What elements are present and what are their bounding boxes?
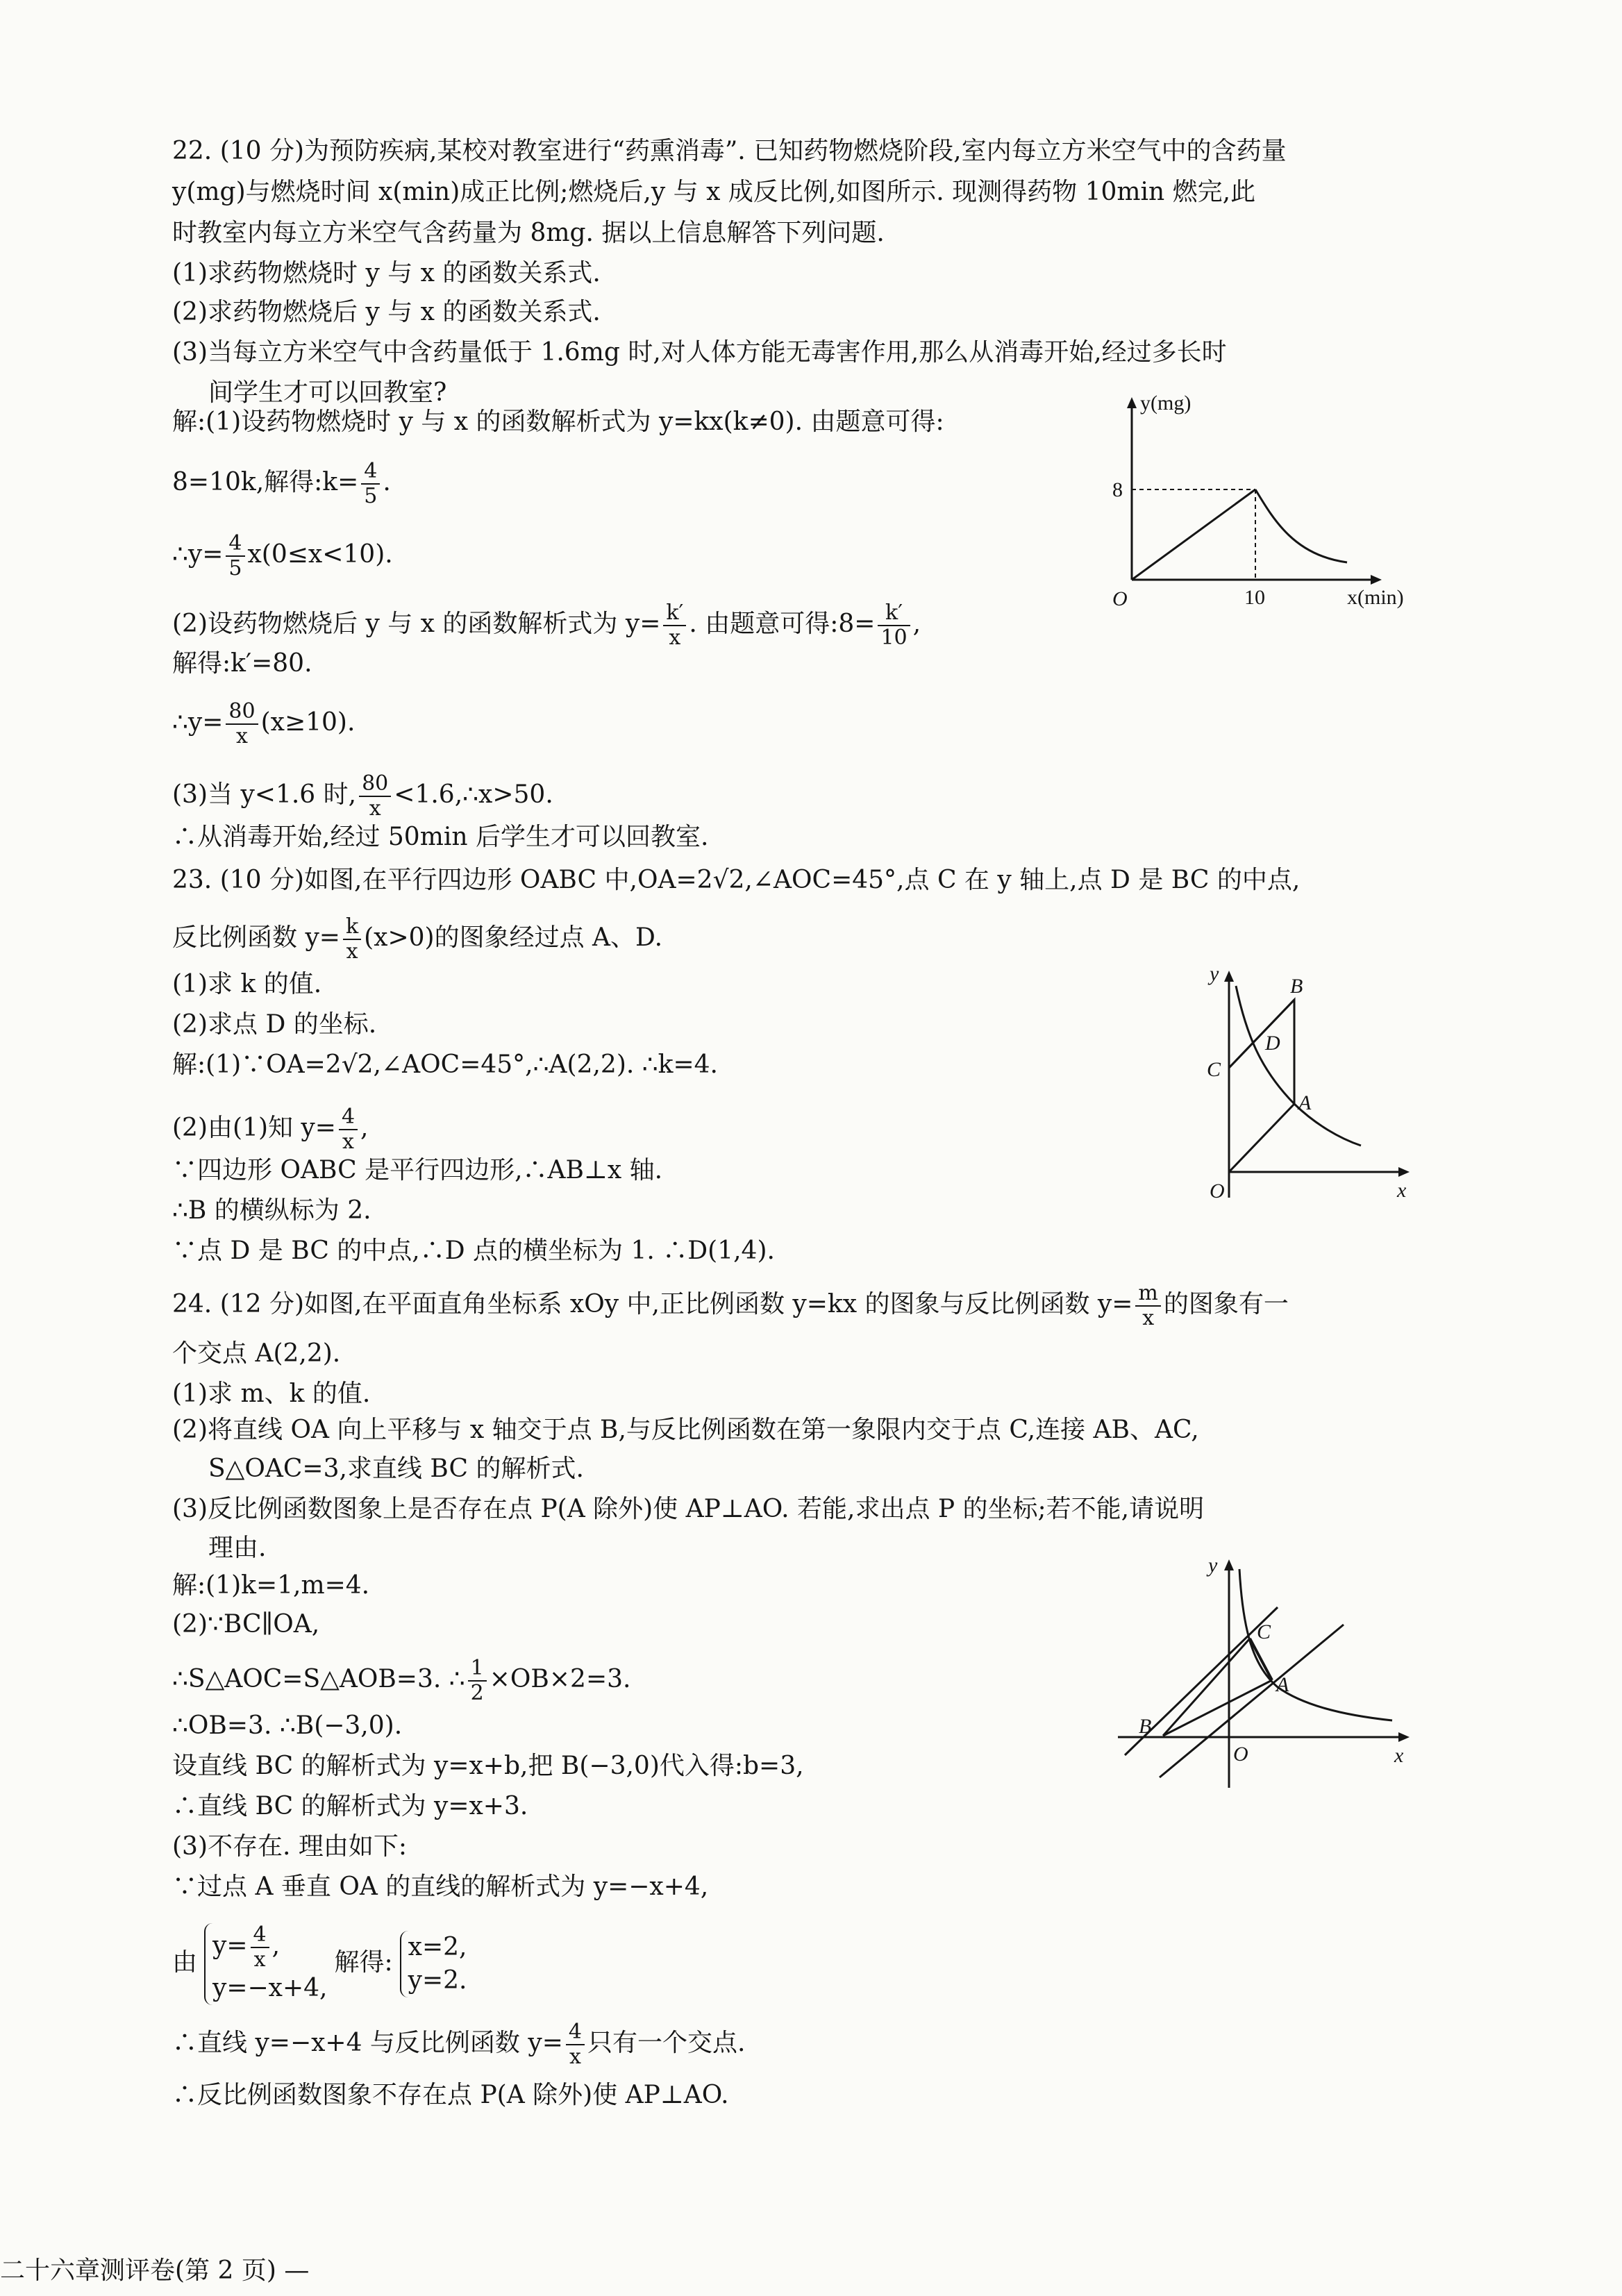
point-b-label: B [1290,975,1303,998]
fraction: $\frac{4}{x}$ [251,1923,269,1972]
fraction: $\frac{m}{x}$ [1135,1282,1160,1330]
point-o-label: O [1210,1180,1225,1203]
q23-sol-5: ∵点 D 是 BC 的中点,∴D 点的横坐标为 1. ∴D(1,4). [172,1237,775,1265]
q23-graph [1194,958,1423,1208]
point-o-label: O [1233,1743,1248,1766]
q22-part-1: (1)求药物燃烧时 y 与 x 的函数关系式. [172,259,601,287]
point-a-label: A [1276,1673,1289,1696]
q22-sol-7: (3)当 y<1.6 时, $\frac{80}{x}$ <1.6,∴x>50. [172,771,553,821]
q22-line-2: y(mg)与燃烧时间 x(min)成正比例;燃烧后,y 与 x 成反比例,如图所示. 现测得药物 10min 燃完,此 [172,178,1256,206]
x-axis-arrow-icon [1398,1732,1410,1742]
fraction: $\frac{4}{5}$ [226,532,244,580]
q22-line-3: 时教室内每立方米空气含药量为 8mg. 据以上信息解答下列问题. [172,219,885,247]
burning-line [1132,489,1255,580]
q24-part-2a: (2)将直线 OA 向上平移与 x 轴交于点 B,与反比例函数在第一象限内交于点 C,连接 AB、AC, [172,1416,1199,1444]
q24-part-1: (1)求 m、k 的值. [172,1380,371,1408]
equation-system: y= $\frac{4}{x}$ , y=−x+4, [204,1923,327,2005]
q23-line-2: 反比例函数 y= $\frac{k}{x}$ (x>0)的图象经过点 A、D. [172,914,663,964]
hidden-guide [1125,1602,1371,1754]
solution-system: x=2, y=2. [400,1931,467,1997]
q24-part-3b: 理由. [208,1534,267,1562]
fraction: $\frac{k'}{x}$ [663,601,686,650]
q24-sol-9-system: 由 y= $\frac{4}{x}$ , y=−x+4, 解得: x=2, y=2. [172,1923,474,2005]
point-a-label: A [1298,1091,1312,1114]
q24-sol-7: (3)不存在. 理由如下: [172,1832,408,1861]
q24-sol-6: ∴直线 BC 的解析式为 y=x+3. [172,1792,528,1820]
q23-sol-3: ∵四边形 OABC 是平行四边形,∴AB⊥x 轴. [172,1156,663,1184]
x-axis-label: x [1397,1179,1407,1202]
q22-part-2: (2)求药物燃烧后 y 与 x 的函数关系式. [172,298,601,326]
q22-sol-8: ∴从消毒开始,经过 50min 后学生才可以回教室. [172,823,709,851]
q24-graph [1111,1548,1416,1798]
q24-sol-3: ∴S△AOC=S△AOB=3. ∴ $\frac{1}{2}$ ×OB×2=3. [172,1656,631,1705]
q22-line-1: 22. (10 分)为预防疾病,某校对教室进行“药熏消毒”. 已知药物燃烧阶段,室内每立方米空气中的含药量 [172,137,1287,165]
fraction: $\frac{4}{5}$ [361,460,380,508]
y-axis-label: y [1210,962,1219,985]
q22-sol-5: 解得:k′=80. [172,649,312,678]
q22-sol-4: (2)设药物燃烧后 y 与 x 的函数解析式为 y= $\frac{k'}{x}$ . 由题意可得:8= $\frac{k'}{10}$ , [172,601,921,650]
q23-part-1: (1)求 k 的值. [172,970,322,998]
page-footer: 二十六章测评卷(第 2 页) — [0,2256,310,2285]
q24-line-2: 个交点 A(2,2). [172,1339,341,1368]
q23-line-1: 23. (10 分)如图,在平行四边形 OABC 中,OA=2√2,∠AOC=45°,点 C 在 y 轴上,点 D 是 BC 的中点, [172,866,1301,894]
hyperbola-curve [1239,1569,1392,1720]
segment-ab [1163,1639,1250,1736]
y-axis-arrow-icon [1224,971,1234,982]
point-c-label: C [1207,1058,1221,1081]
segment-bc-join [1163,1680,1272,1736]
q24-sol-8: ∵过点 A 垂直 OA 的直线的解析式为 y=−x+4, [172,1872,709,1901]
fraction: $\frac{4}{x}$ [566,2020,585,2069]
q24-sol-10: ∴直线 y=−x+4 与反比例函数 y= $\frac{4}{x}$ 只有一个交点. [172,2020,746,2069]
y-axis-label: y [1208,1554,1218,1577]
fraction: $\frac{4}{x}$ [339,1105,358,1154]
q22-sol-6: ∴y= $\frac{80}{x}$ (x≥10). [172,699,356,748]
y-tick-label: 8 [1112,478,1123,501]
decay-curve [1255,489,1347,562]
segment-cb [1229,1000,1294,1068]
q24-sol-4: ∴OB=3. ∴B(−3,0). [172,1711,403,1740]
fraction: $\frac{k}{x}$ [343,915,361,964]
q22-sol-2: 8=10k,解得:k= $\frac{4}{5}$ . [172,459,391,508]
q22-part-3b: 间学生才可以回教室? [208,378,447,407]
fraction: $\frac{1}{2}$ [468,1657,487,1705]
q23-sol-2: (2)由(1)知 y= $\frac{4}{x}$ , [172,1105,369,1154]
q23-part-2: (2)求点 D 的坐标. [172,1010,377,1039]
x-axis-label: x(min) [1347,586,1404,609]
fraction: $\frac{80}{x}$ [359,772,391,821]
q24-part-2b: S△OAC=3,求直线 BC 的解析式. [208,1455,584,1483]
q22-part-3a: (3)当每立方米空气中含药量低于 1.6mg 时,对人体方能无毒害作用,那么从消毒开始,经过多长时 [172,338,1227,367]
x-axis-label: x [1394,1744,1404,1767]
q24-sol-1: 解:(1)k=1,m=4. [172,1571,370,1600]
segment-ac [1250,1639,1272,1680]
y-axis-label: y(mg) [1140,392,1192,414]
q22-sol-1: 解:(1)设药物燃烧时 y 与 x 的函数解析式为 y=kx(k≠0). 由题意可得: [172,408,944,436]
hyperbola-curve [1236,986,1361,1146]
y-axis-arrow-icon [1224,1559,1234,1570]
q24-part-3a: (3)反比例函数图象上是否存在点 P(A 除外)使 AP⊥AO. 若能,求出点 P 的坐标;若不能,请说明 [172,1495,1205,1523]
x-axis-arrow-icon [1371,575,1382,585]
q22-sol-3: ∴y= $\frac{4}{5}$ x(0≤x<10). [172,531,393,580]
q24-sol-11: ∴反比例函数图象不存在点 P(A 除外)使 AP⊥AO. [172,2081,729,2109]
q23-sol-4: ∴B 的横纵标为 2. [172,1196,371,1225]
point-b-label: B [1139,1715,1152,1738]
q23-sol-1: 解:(1)∵OA=2√2,∠AOC=45°,∴A(2,2). ∴k=4. [172,1050,718,1079]
q24-sol-5: 设直线 BC 的解析式为 y=x+b,把 B(−3,0)代入得:b=3, [172,1752,804,1780]
x-tick-label: 10 [1244,586,1265,609]
y-axis-arrow-icon [1127,397,1137,408]
x-axis-arrow-icon [1398,1167,1410,1177]
parallelogram-oabc [1229,1000,1294,1172]
fraction: $\frac{80}{x}$ [226,700,258,748]
q24-line-1: 24. (12 分)如图,在平面直角坐标系 xOy 中,正比例函数 y=kx 的图象与反比例函数 y= $\frac{m}{x}$ 的图象有一 [172,1281,1289,1330]
point-d-label: D [1265,1032,1280,1055]
origin-label: O [1112,587,1128,610]
q24-sol-2: (2)∵BC∥OA, [172,1610,320,1639]
fraction: $\frac{k'}{10}$ [878,601,910,650]
q22-graph [1090,389,1416,618]
point-c-label: C [1257,1620,1271,1643]
